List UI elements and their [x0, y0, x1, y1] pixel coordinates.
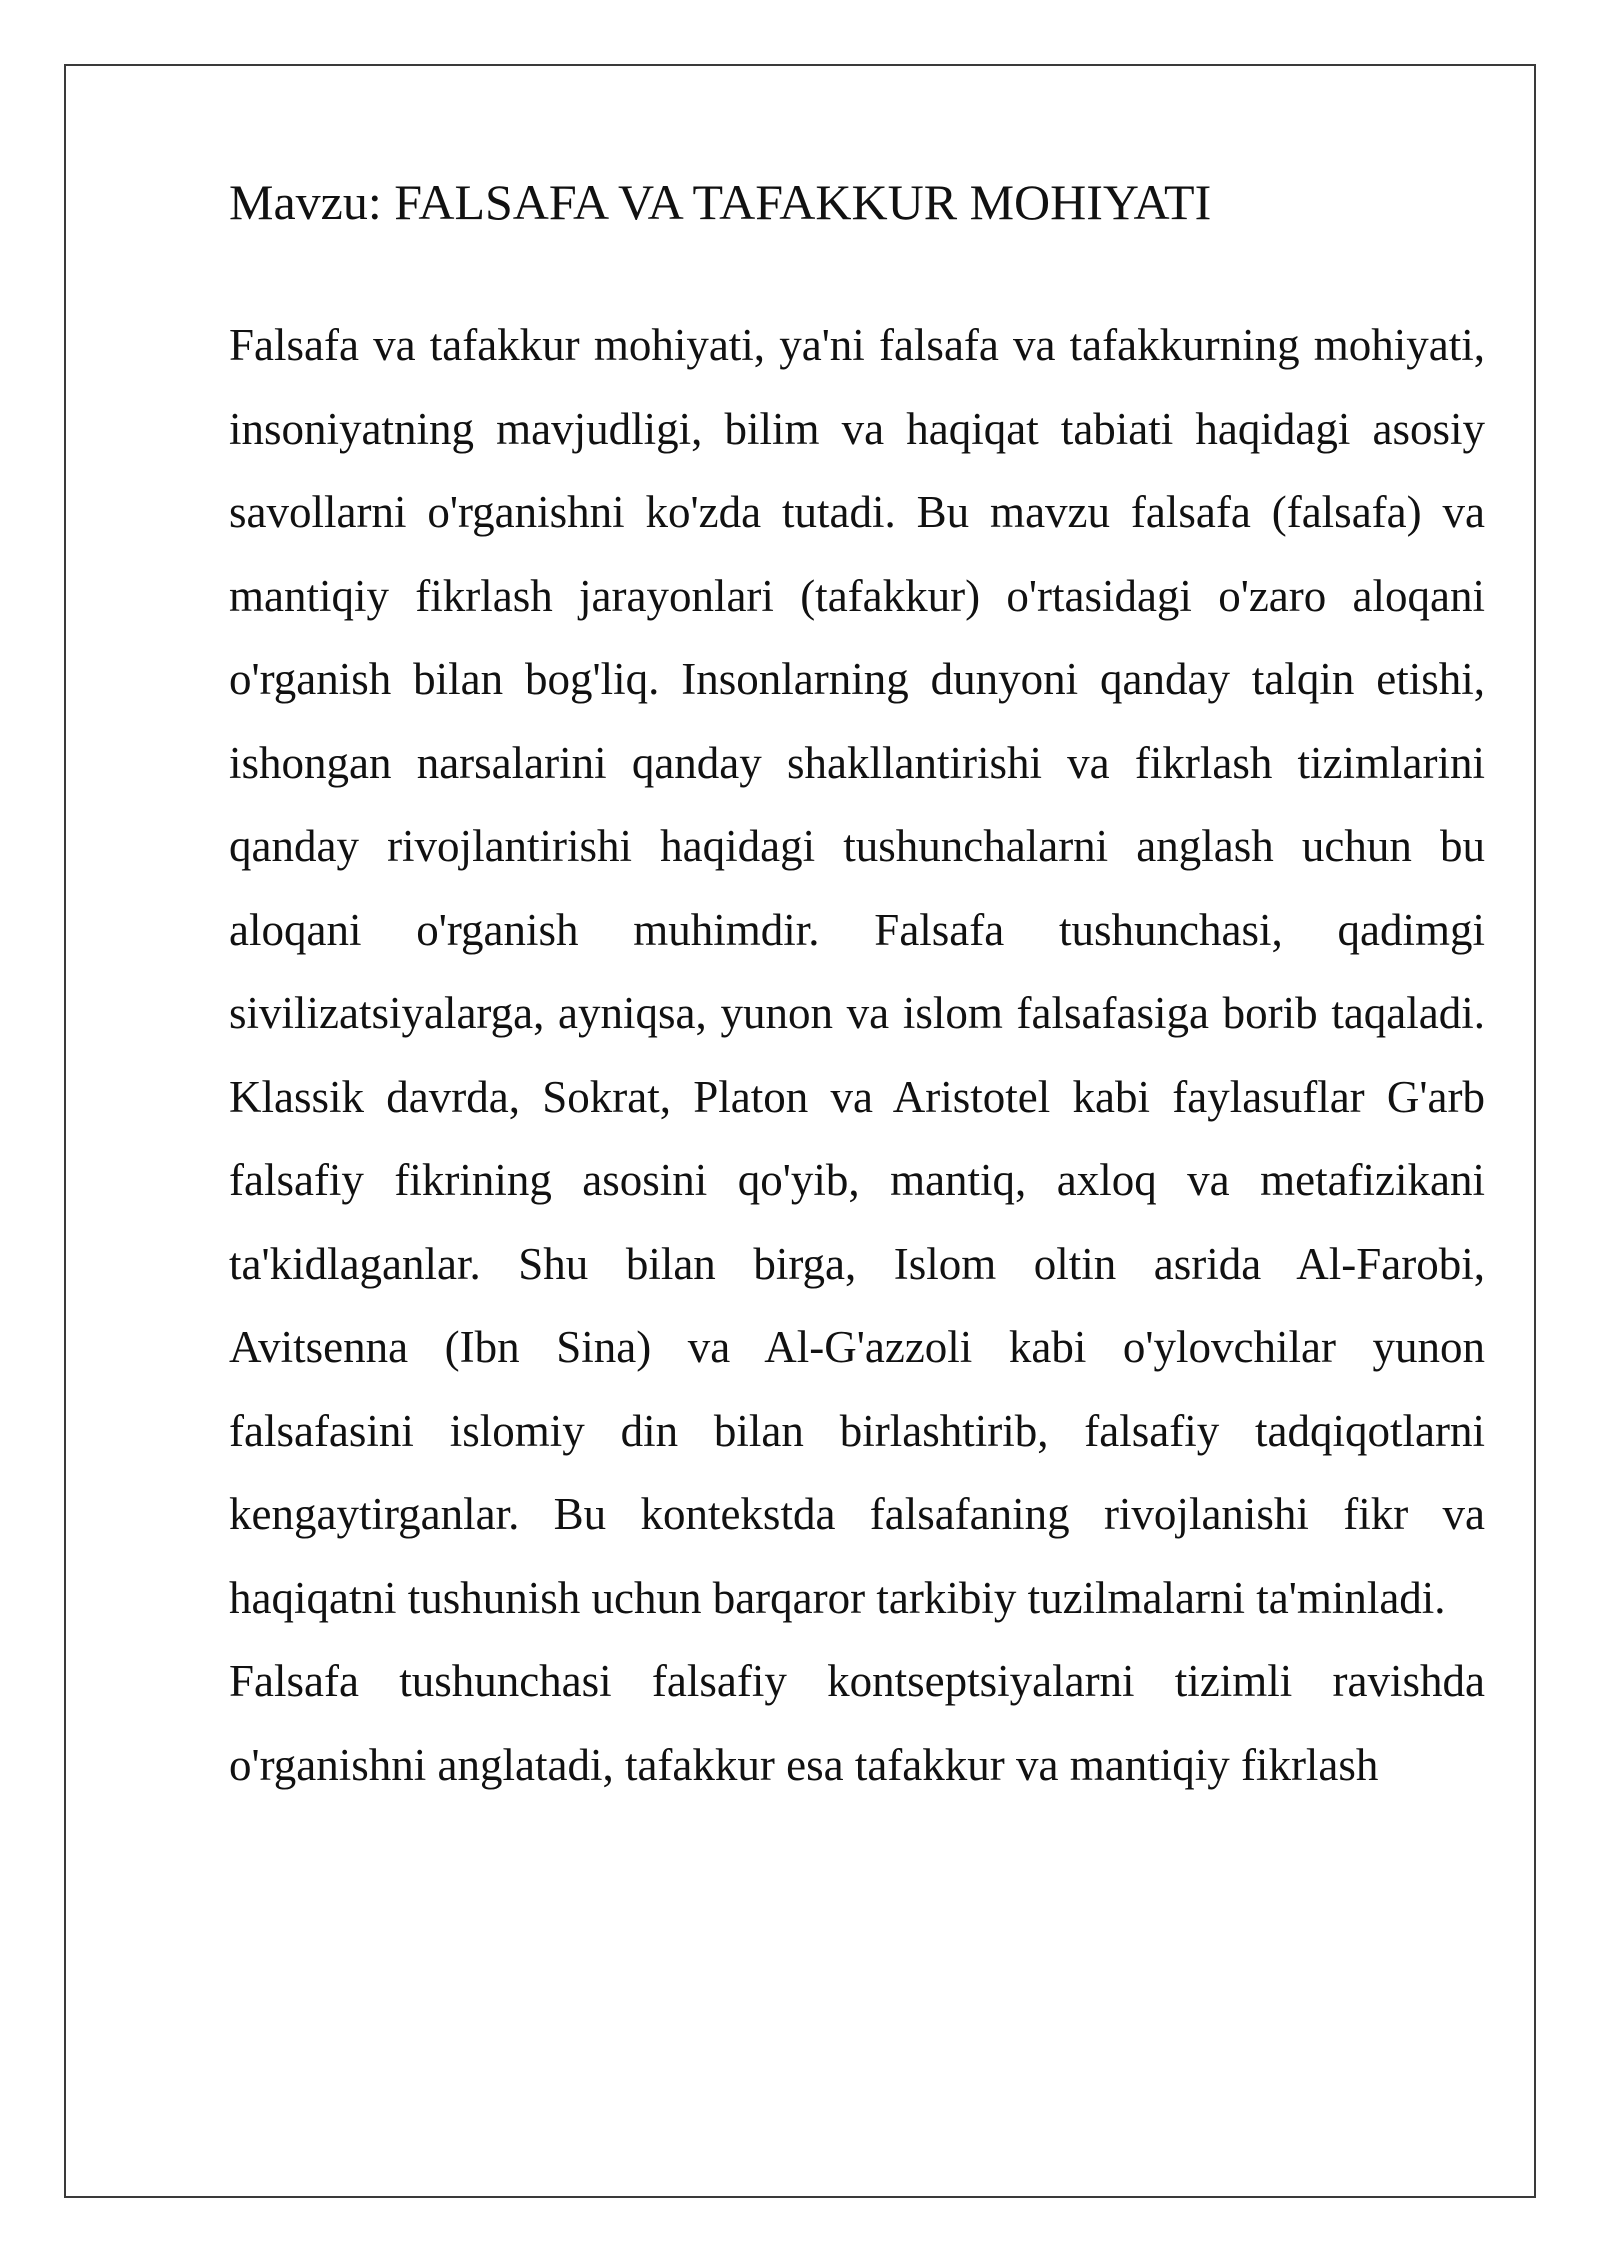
document-body — [229, 160, 1485, 1807]
document-title: Mavzu: FALSAFA VA TAFAKKUR MOHIYATI — [229, 174, 1212, 230]
paragraph: Falsafa va tafakkur mohiyati, ya'ni falsafa va tafakkurning mohiyati, insoniyatning mavjudligi, bilim va haqiqat tabiati haqidagi asosiy savollarni o'rganishni ko'zda tutadi. Bu mavzu falsafa (falsafa) va mantiqiy fikrlash jarayonlari (tafakkur) o'rtasidagi o'zaro aloqani o'rganish bilan bog'liq. Insonlarning dunyoni qanday talqin etishi, ishongan narsalarini qanday shakllantirishi va fikrlash tizimlarini qanday rivojlantirishi haqidagi tushunchalarni anglash uchun bu aloqani o'rganish muhimdir. Falsafa tushunchasi, qadimgi sivilizatsiyalarga, ayniqsa, yunon va islom falsafasiga borib taqaladi. Klassik davrda, Sokrat, Platon va Aristotel kabi faylasuflar G'arb falsafiy fikrining asosini qo'yib, mantiq, axloq va metafizikani ta'kidlaganlar. Shu bilan birga, Islom oltin asrida Al-Farobi, Avitsenna (Ibn Sina) va Al-G'azzoli kabi o'ylovchilar yunon falsafasini islomiy din bilan birlashtirib, falsafiy tadqiqotlarni kengaytirganlar. Bu kontekstda falsafaning rivojlanishi fikr va haqiqatni tushunish uchun barqaror tarkibiy tuzilmalarni ta'minladi. — [229, 320, 1485, 1623]
paragraph: Falsafa tushunchasi falsafiy kontseptsiyalarni tizimli ravishda o'rganishni anglatadi, tafakkur esa tafakkur va mantiqiy fikrlash — [229, 1656, 1485, 1790]
